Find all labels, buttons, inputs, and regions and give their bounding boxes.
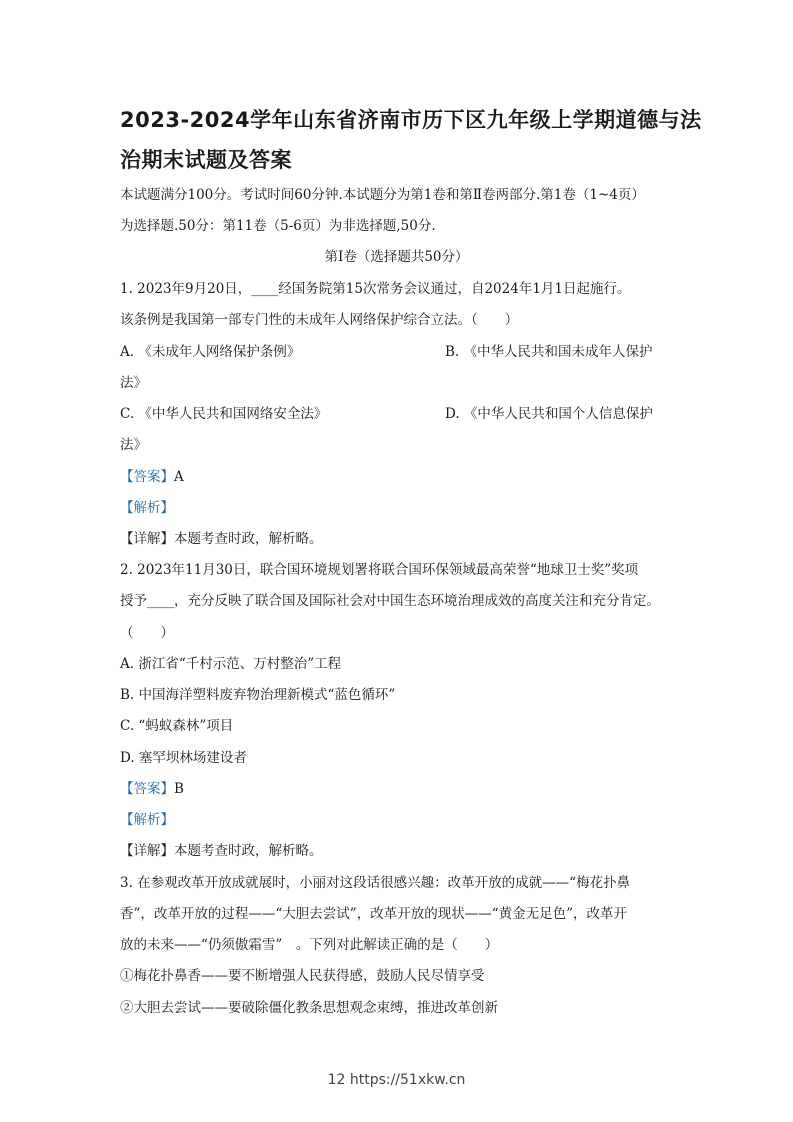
q2-stem-line-2: 授予____，充分反映了联合国及国际社会对中国生态环境治理成效的高度关注和充分肯定。 — [120, 593, 660, 609]
q1-analysis-tag: 【解析】 — [120, 500, 174, 516]
document-title-line-1: 2023-2024学年山东省济南市历下区九年级上学期道德与法 — [120, 108, 702, 132]
q2-analysis-tag: 【解析】 — [120, 812, 174, 828]
q1-option-d-continued: 法》 — [120, 437, 147, 453]
q3-stem-line-2: 香”，改革开放的过程——“大胆去尝试”，改革开放的现状——“黄金无足色”，改革开 — [120, 906, 628, 922]
answer-value: B — [174, 781, 184, 797]
q1-detail: 【详解】本题考查时政，解析略。 — [120, 531, 323, 547]
q3-item-2: ②大胆去尝试——要破除僵化教条思想观念束缚，推进改革创新 — [120, 1000, 498, 1016]
q2-stem-line-3: （ ） — [120, 625, 174, 641]
q1-stem-line-2: 该条例是我国第一部专门性的未成年人网络保护综合立法。（ ） — [120, 312, 519, 328]
q2-detail: 【详解】本题考查时政，解析略。 — [120, 843, 323, 859]
q2-option-c: C. “蚂蚁森林”项目 — [120, 718, 234, 734]
document-title-line-2: 治期末试题及答案 — [120, 148, 292, 172]
answer-tag: 【答案】 — [120, 781, 174, 797]
q1-option-a: A. 《未成年人网络保护条例》 — [120, 344, 301, 360]
section-heading: 第Ⅰ卷（选择题共50分） — [324, 249, 469, 265]
q2-option-b: B. 中国海洋塑料废弃物治理新模式“蓝色循环” — [120, 687, 396, 703]
answer-tag: 【答案】 — [120, 469, 174, 485]
q2-option-a: A. 浙江省“千村示范、万村整治”工程 — [120, 656, 342, 672]
q2-option-d: D. 塞罕坝林场建设者 — [120, 750, 247, 766]
answer-value: A — [174, 469, 184, 485]
q3-stem-line-3: 放的未来——“仍须傲霜雪” 。下列对此解读正确的是（ ） — [120, 937, 499, 953]
q1-option-b-continued: 法》 — [120, 375, 147, 391]
intro-line-1: 本试题满分100分。考试时间60分钟.本试题分为第1卷和第Ⅱ卷两部分.第1卷（1~4页） — [120, 187, 645, 203]
q1-answer — [120, 468, 184, 486]
q2-answer — [120, 780, 184, 798]
q2-stem-line-1: 2. 2023年11月30日，联合国环境规划署将联合国环保领域最高荣誉“地球卫士奖”奖项 — [120, 562, 639, 578]
q3-stem-line-1: 3. 在参观改革开放成就展时，小丽对这段话很感兴趣：改革开放的成就——“梅花扑鼻 — [120, 875, 631, 891]
q1-option-b: B. 《中华人民共和国未成年人保护 — [445, 344, 653, 360]
q1-option-c: C. 《中华人民共和国网络安全法》 — [120, 406, 328, 422]
page-footer: 12 https://51xkw.cn — [327, 1072, 466, 1088]
q1-option-d: D. 《中华人民共和国个人信息保护 — [445, 406, 653, 422]
intro-line-2: 为选择题.50分：第11卷（5-6页）为非选择题,50分. — [120, 218, 436, 234]
q1-stem-line-1: 1. 2023年9月20日，____经国务院第15次常务会议通过，自2024年1月1日起施行。 — [120, 281, 631, 297]
q3-item-1: ①梅花扑鼻香——要不断增强人民获得感，鼓励人民尽情享受 — [120, 968, 485, 984]
